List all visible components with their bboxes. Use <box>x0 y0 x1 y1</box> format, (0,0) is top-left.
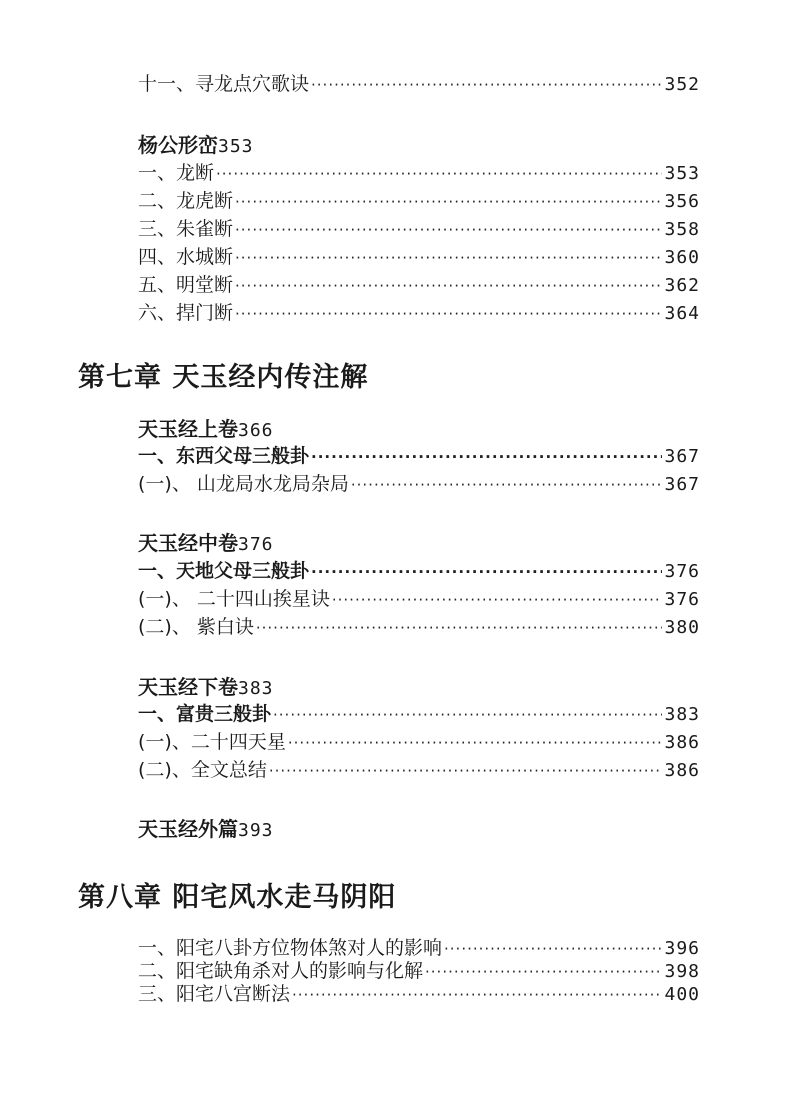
toc-entry-label: 六、捍门断 <box>138 302 234 324</box>
toc-entry-label: 三、阳宅八宫断法 <box>138 983 291 1005</box>
toc-entry-label: (二)、全文总结 <box>138 759 267 781</box>
toc-entry <box>138 757 700 784</box>
dot-leader <box>235 245 662 271</box>
dot-leader <box>351 472 663 498</box>
dot-leader <box>288 730 663 756</box>
section-title: 天玉经上卷 <box>138 417 238 441</box>
toc-entry <box>138 983 700 1006</box>
section-page: 353 <box>218 136 254 157</box>
toc-entry <box>138 188 700 215</box>
toc-entry-page: 376 <box>664 589 700 610</box>
toc-entry-label: 一、龙断 <box>138 162 215 184</box>
toc-entry <box>138 160 700 187</box>
section-heading <box>138 815 274 845</box>
toc-entry-page: 364 <box>664 303 700 324</box>
dot-leader <box>332 587 663 613</box>
section-heading <box>138 415 274 445</box>
dot-leader <box>273 702 662 728</box>
toc-entry <box>138 272 700 299</box>
dot-leader <box>235 189 662 215</box>
section-heading <box>138 529 274 559</box>
toc-entry-page: 386 <box>664 732 700 753</box>
toc-entry-page: 400 <box>664 984 700 1005</box>
toc-entry <box>138 558 700 585</box>
dot-leader <box>235 217 662 243</box>
dot-leader <box>235 273 662 299</box>
toc-entry-page: 386 <box>664 760 700 781</box>
toc-entry-page: 383 <box>664 704 700 725</box>
toc-entry <box>138 586 700 613</box>
dot-leader <box>311 72 662 98</box>
section-heading <box>138 131 254 161</box>
section-page: 376 <box>238 534 274 555</box>
toc-entry <box>138 443 700 470</box>
toc-entry <box>138 960 700 983</box>
dot-leader <box>235 301 662 327</box>
toc-entry-page: 353 <box>664 163 700 184</box>
toc-entry <box>138 216 700 243</box>
section-title: 天玉经下卷 <box>138 675 238 699</box>
toc-entry-label: 一、东西父母三般卦 <box>138 445 310 467</box>
toc-entry <box>138 614 700 641</box>
dot-leader <box>269 758 663 784</box>
toc-entry <box>138 71 700 98</box>
dot-leader <box>292 984 662 1006</box>
toc-entry-page: 352 <box>664 74 700 95</box>
chapter-heading: 第八章 阳宅风水走马阴阳 <box>78 882 397 913</box>
dot-leader <box>216 161 662 187</box>
toc-entry-page: 376 <box>664 561 700 582</box>
toc-entry <box>138 937 700 960</box>
section-title: 天玉经外篇 <box>138 817 238 841</box>
toc-entry-label: 五、明堂断 <box>138 274 234 296</box>
toc-entry-page: 380 <box>664 617 700 638</box>
toc-entry-label: (一)、 山龙局水龙局杂局 <box>138 473 349 495</box>
toc-entry-page: 356 <box>664 191 700 212</box>
toc-entry <box>138 729 700 756</box>
section-title: 杨公形峦 <box>138 133 218 157</box>
dot-leader <box>444 938 662 960</box>
toc-entry-page: 396 <box>664 938 700 959</box>
toc-entry-label: 一、阳宅八卦方位物体煞对人的影响 <box>138 937 443 959</box>
dot-leader <box>425 961 662 983</box>
toc-entry-page: 367 <box>664 446 700 467</box>
toc-entry-page: 362 <box>664 275 700 296</box>
toc-entry-page: 367 <box>664 474 700 495</box>
toc-entry-label: 十一、寻龙点穴歌诀 <box>138 73 310 95</box>
toc-entry <box>138 244 700 271</box>
dot-leader <box>311 444 662 470</box>
toc-entry-label: 一、天地父母三般卦 <box>138 560 310 582</box>
toc-entry-label: (一)、 二十四山挨星诀 <box>138 588 330 610</box>
toc-entry-label: (二)、 紫白诀 <box>138 616 254 638</box>
toc-entry <box>138 300 700 327</box>
toc-entry-label: 一、富贵三般卦 <box>138 703 272 725</box>
section-page: 393 <box>238 820 274 841</box>
section-heading <box>138 673 274 703</box>
toc-entry-page: 358 <box>664 219 700 240</box>
toc-entry <box>138 471 700 498</box>
toc-entry-label: 二、阳宅缺角杀对人的影响与化解 <box>138 960 424 982</box>
section-title: 天玉经中卷 <box>138 531 238 555</box>
toc-entry-page: 360 <box>664 247 700 268</box>
toc-entry <box>138 701 700 728</box>
toc-entry-label: (一)、二十四天星 <box>138 731 286 753</box>
dot-leader <box>311 559 662 585</box>
section-page: 383 <box>238 678 274 699</box>
chapter-heading: 第七章 天玉经内传注解 <box>78 362 369 393</box>
dot-leader <box>256 615 663 641</box>
toc-entry-label: 二、龙虎断 <box>138 190 234 212</box>
toc-entry-label: 四、水城断 <box>138 246 234 268</box>
toc-entry-page: 398 <box>664 961 700 982</box>
section-page: 366 <box>238 420 274 441</box>
toc-entry-label: 三、朱雀断 <box>138 218 234 240</box>
